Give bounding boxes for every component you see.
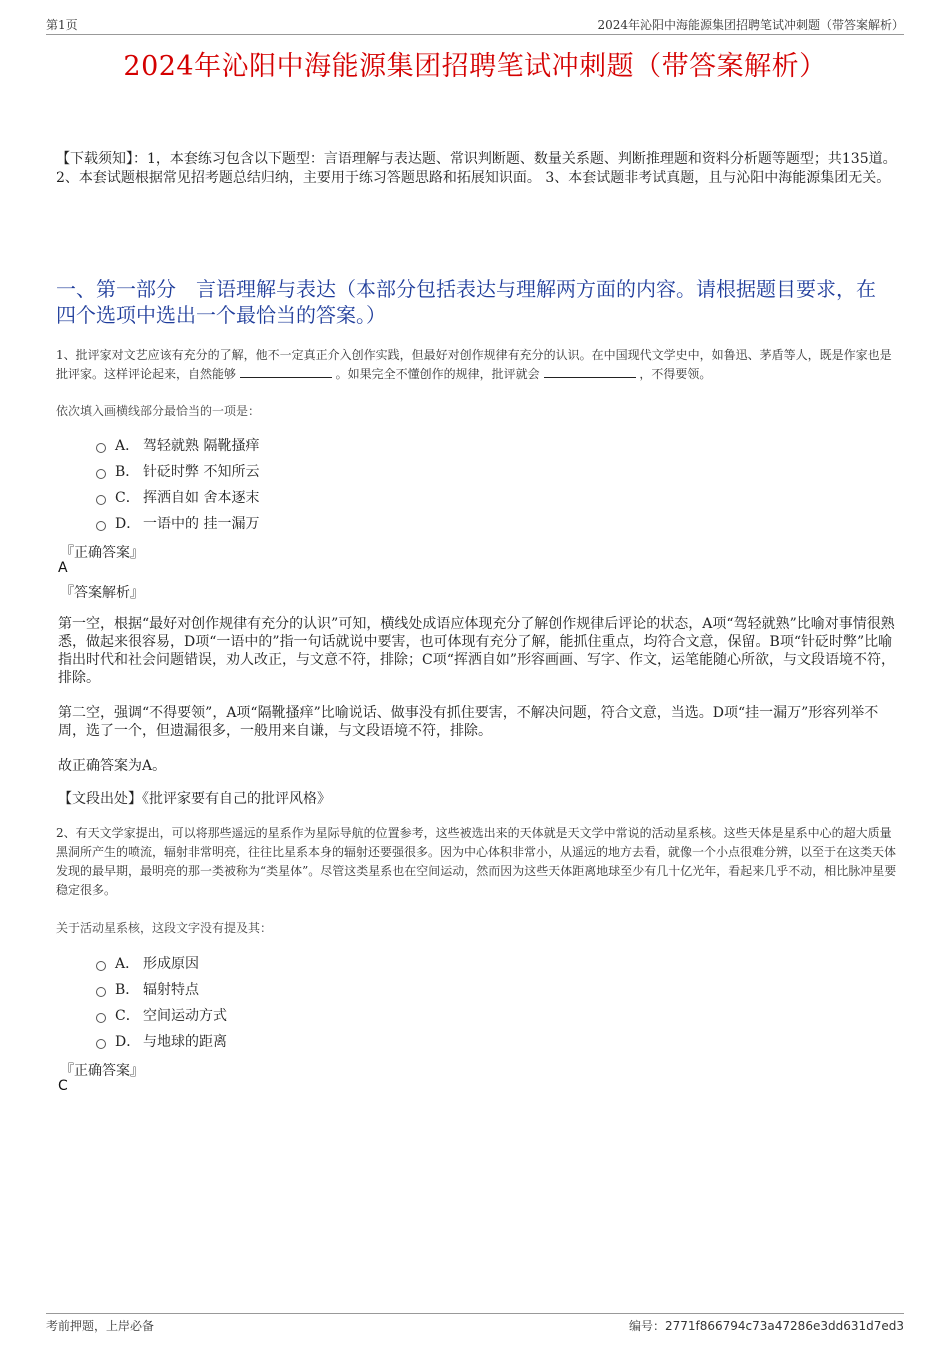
analysis-paragraph-1: 第一空，根据“最好对创作规律有充分的认识”可知，横线处成语应体现充分了解创作规律后评论的状态，A项“驾轻就熟”比喻对事情很熟悉，做起来很容易，D项“一语中的”指一句话就说中要害，也可体现有充分了解，能抓住重点，均符合文意，保留。B项“针砭时弊”比喻指出时代和社会问题错误，劝人改正，与文意不符，排除；C项“挥洒自如”形容画画、写字、作文，运笔能随心所欲，与文段语境不符，排除。 <box>58 616 896 686</box>
question-2-text: 2、有天文学家提出，可以将那些遥远的星系作为星际导航的位置参考，这些被选出来的天体就是天文学中常说的活动星系核。这些天体是星系中心的超大质量黑洞所产生的喷流，辐射非常明亮，往往比星系本身的辐射还要强很多。因为中心体积非常小，从遥远的地方去看，就像一个小点很难分辨，以至于在这类天体发现的最早期，最明亮的那一类被称为“类星体”。尽管这类星系也在空间运动，然而因为这些天体距离地球至少有几十亿光年，看起来几乎不动，相比脉冲星要稳定很多。 <box>56 826 897 897</box>
option-key: C． <box>115 490 140 506</box>
option-key: B． <box>115 464 140 480</box>
radio-icon[interactable] <box>96 521 106 531</box>
option-b[interactable] <box>96 976 227 1002</box>
question-1-options <box>96 432 259 536</box>
footer-code-label: 编号： <box>628 1319 665 1333</box>
option-a[interactable] <box>96 432 259 458</box>
answer-value: A <box>58 560 68 576</box>
download-notice: 【下载须知】：1，本套练习包含以下题型：言语理解与表达题、常识判断题、数量关系题、判断推理题和资料分析题等题型；共135道。 2、本套试题根据常见招考题总结归纳，主要用于练习答题思路和拓展知识面。 3、本套试题非考试真题，且与沁阳中海能源集团无关。 <box>56 151 897 186</box>
footer-code-value: 2771f866794c73a47286e3dd631d7ed3 <box>664 1319 904 1333</box>
radio-icon[interactable] <box>96 961 106 971</box>
question-1-text-part-a: 1、批评家对文艺应该有充分的了解，他不一定真正介入创作实践，但最好对创作规律有充分的认识。在中国现代文学史中，如鲁迅、茅盾等人，既是作家也是批评家。这样评论起来，自然能够 <box>56 348 892 381</box>
question-2-options <box>96 950 227 1054</box>
section-heading: 一、第一部分 言语理解与表达（本部分包括表达与理解两方面的内容。请根据题目要求，在四个选项中选出一个最恰当的答案。） <box>56 277 876 327</box>
question-1-text-part-c: ，不得要领。 <box>639 367 712 381</box>
page-header <box>46 14 904 35</box>
passage-source: 【文段出处】《批评家要有自己的批评风格》 <box>58 791 331 807</box>
option-text: 辐射特点 <box>143 982 199 998</box>
option-key: A． <box>115 438 140 454</box>
answer-label: 『正确答案』 <box>60 545 144 561</box>
radio-icon[interactable] <box>96 1013 106 1023</box>
question-1-text <box>56 346 898 384</box>
option-c[interactable] <box>96 484 259 510</box>
fill-blank-2 <box>544 365 636 378</box>
radio-icon[interactable] <box>96 443 106 453</box>
page-number: 第1页 <box>46 18 78 32</box>
question-1-prompt: 依次填入画横线部分最恰当的一项是： <box>56 404 261 418</box>
page-footer <box>46 1313 904 1334</box>
option-key: A． <box>115 956 140 972</box>
option-text: 挥洒自如 舍本逐末 <box>143 490 260 506</box>
analysis-paragraph-2: 第二空，强调“不得要领”，A项“隔靴搔痒”比喻说话、做事没有抓住要害，不解决问题，符合文意，当选。D项“挂一漏万”形容列举不周，选了一个，但遗漏很多，一般用来自谦，与文段语境不符，排除。 <box>58 705 879 739</box>
radio-icon[interactable] <box>96 469 106 479</box>
option-text: 针砭时弊 不知所云 <box>143 464 260 480</box>
option-a[interactable] <box>96 950 227 976</box>
footer-slogan: 考前押题，上岸必备 <box>46 1319 155 1333</box>
question-1-text-part-b: 。如果完全不懂创作的规律，批评就会 <box>335 367 540 381</box>
answer-label: 『正确答案』 <box>60 1063 144 1079</box>
document-title: 2024年沁阳中海能源集团招聘笔试冲刺题（带答案解析） <box>123 51 827 82</box>
radio-icon[interactable] <box>96 1039 106 1049</box>
fill-blank-1 <box>240 365 332 378</box>
analysis-conclusion: 故正确答案为A。 <box>58 758 167 774</box>
option-text: 形成原因 <box>143 956 199 972</box>
option-text: 一语中的 挂一漏万 <box>143 516 260 532</box>
option-c[interactable] <box>96 1002 227 1028</box>
option-text: 与地球的距离 <box>143 1034 227 1050</box>
option-text: 驾轻就熟 隔靴搔痒 <box>143 438 260 454</box>
option-key: C． <box>115 1008 140 1024</box>
option-key: D． <box>115 1034 141 1050</box>
option-text: 空间运动方式 <box>143 1008 227 1024</box>
analysis-label: 『答案解析』 <box>60 585 144 601</box>
header-doc-title: 2024年沁阳中海能源集团招聘笔试冲刺题（带答案解析） <box>597 18 904 32</box>
radio-icon[interactable] <box>96 495 106 505</box>
option-d[interactable] <box>96 510 259 536</box>
answer-value: C <box>58 1078 68 1094</box>
radio-icon[interactable] <box>96 987 106 997</box>
option-d[interactable] <box>96 1028 227 1054</box>
question-2-prompt: 关于活动星系核，这段文字没有提及其： <box>56 921 273 935</box>
option-b[interactable] <box>96 458 259 484</box>
footer-code <box>629 1317 904 1334</box>
option-key: D． <box>115 516 141 532</box>
option-key: B． <box>115 982 140 998</box>
